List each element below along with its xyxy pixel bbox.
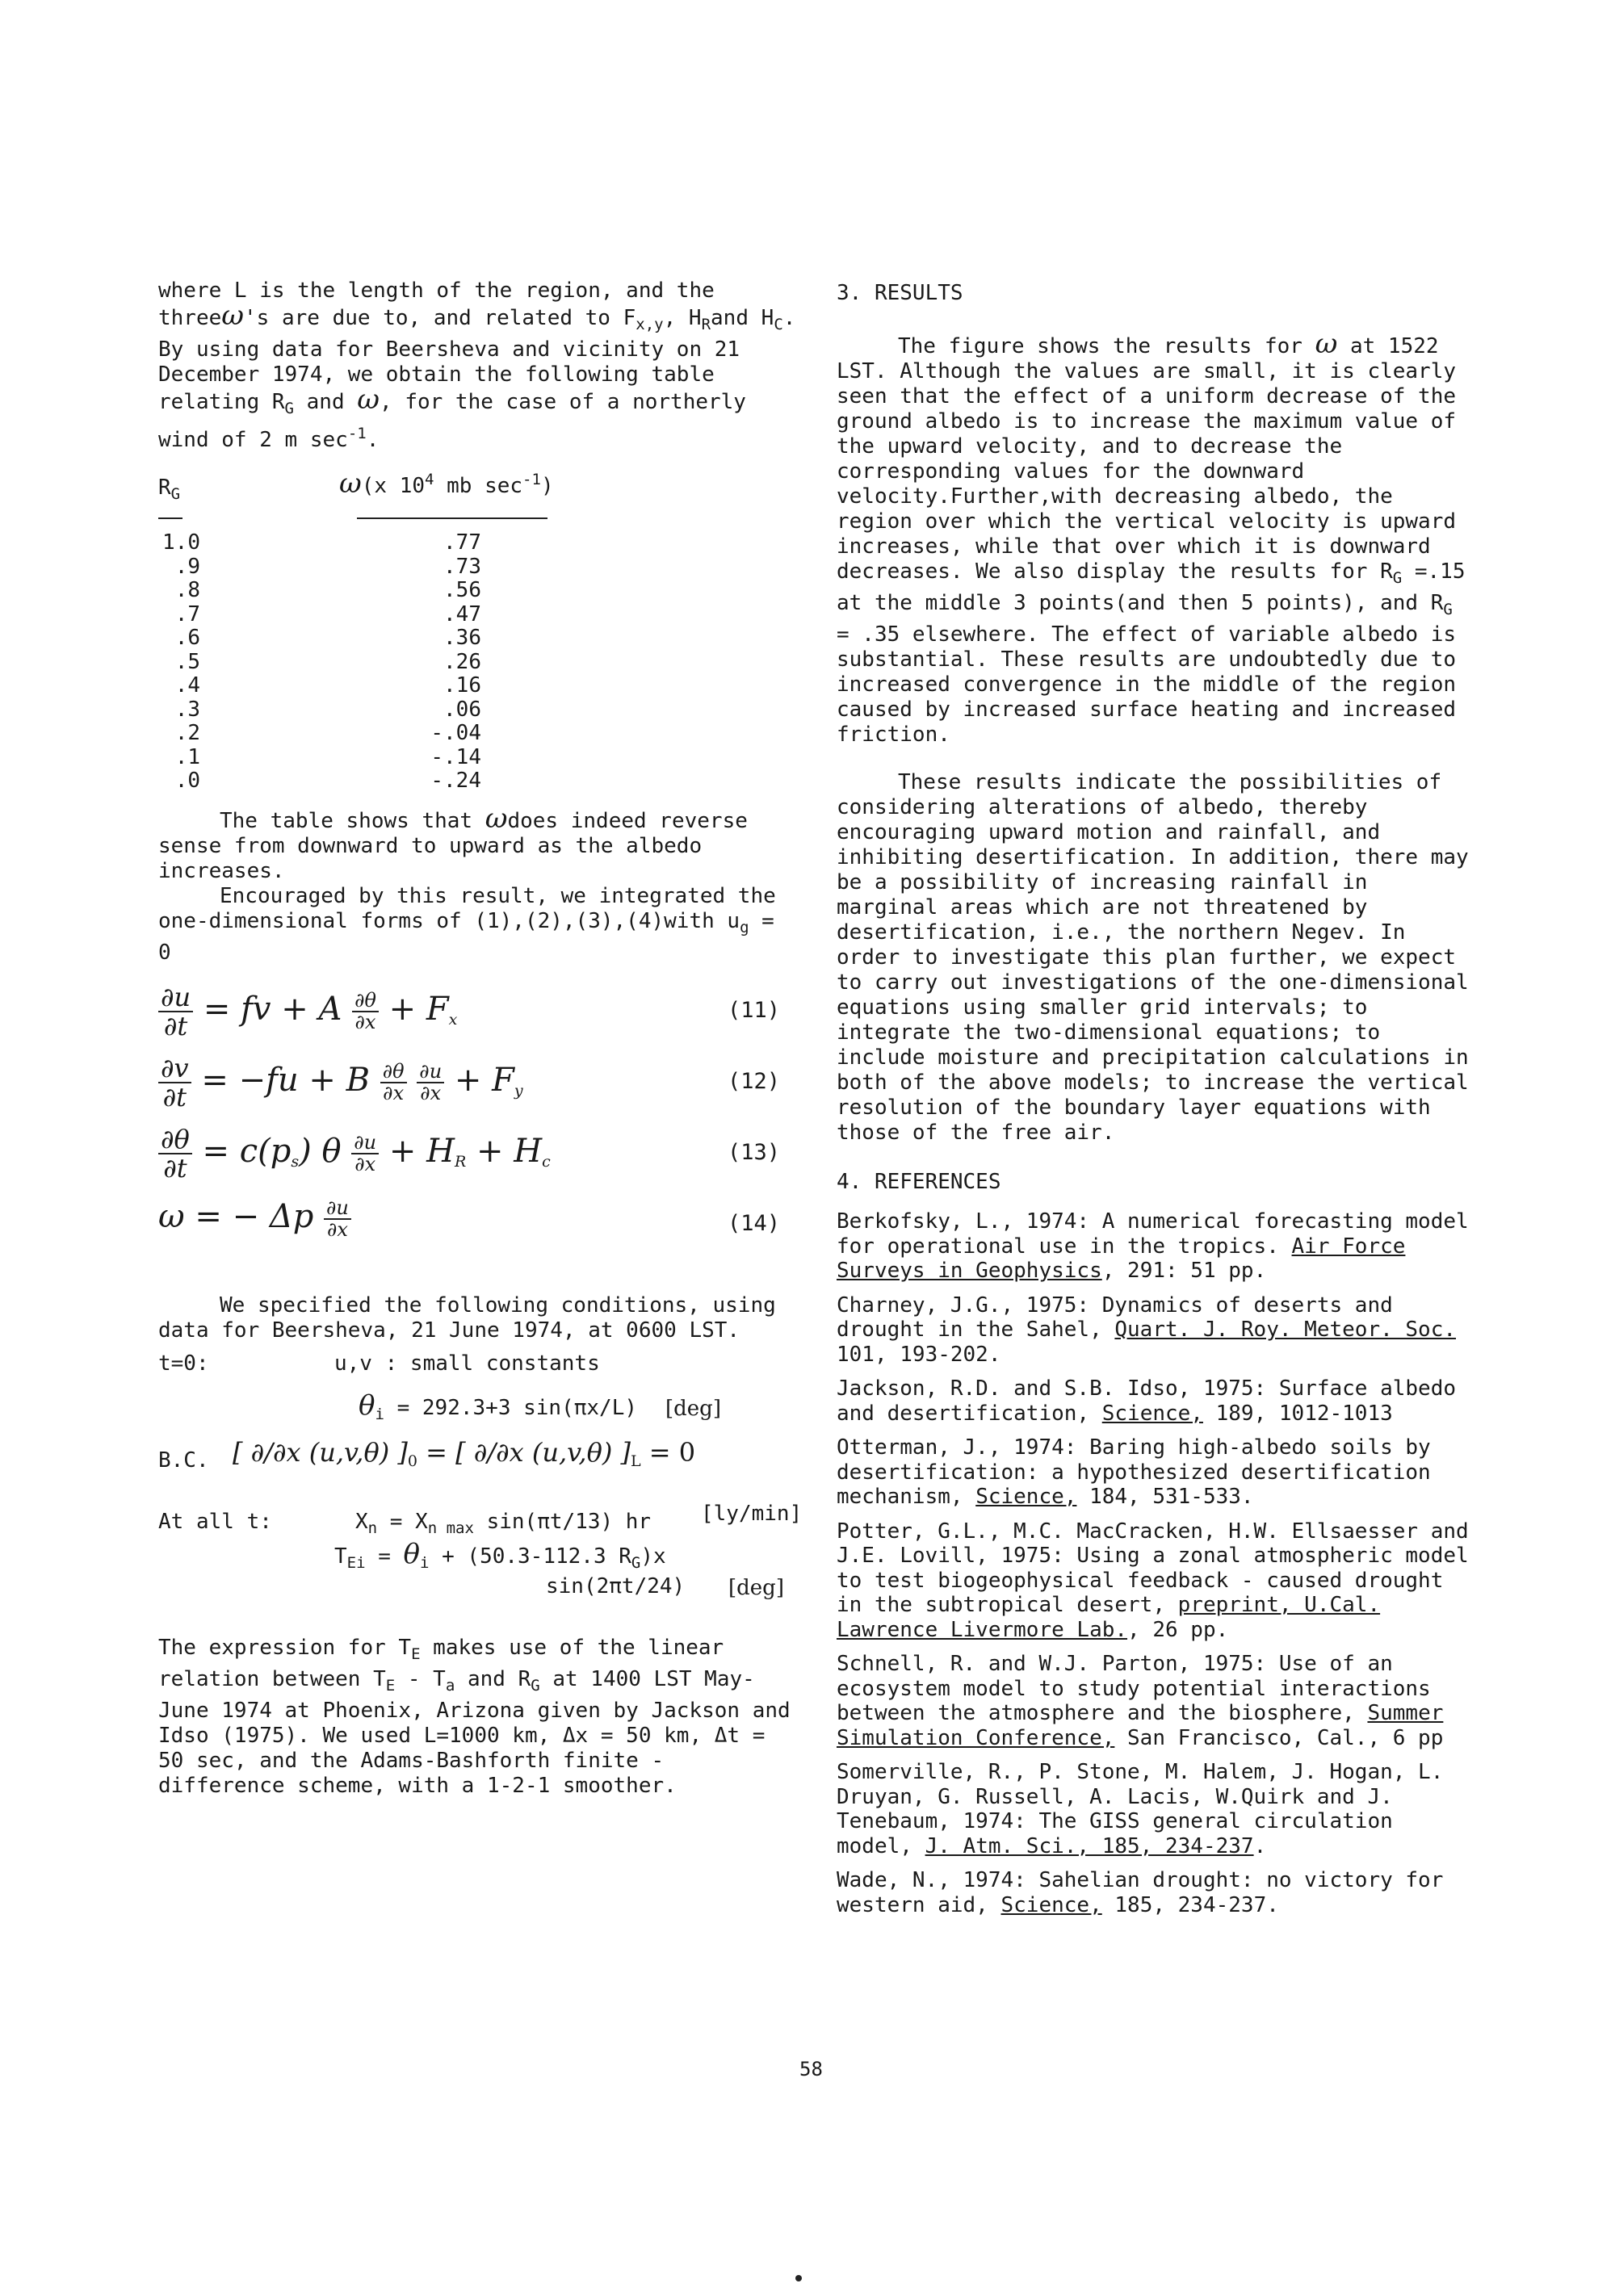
reference-text: , 26 pp. <box>1127 1617 1229 1642</box>
omega-value: .56 <box>443 578 481 602</box>
table-row <box>158 555 562 579</box>
equation-part: c <box>542 1153 551 1171</box>
equation-part: = − Δp <box>195 1198 314 1235</box>
rg-value: .7 <box>174 601 200 626</box>
reference-item <box>837 1652 1476 1750</box>
reference-text: . <box>1253 1833 1267 1858</box>
table-rule <box>357 517 547 519</box>
results-paragraph-2: These results indicate the possibilities of considering alterations of albedo, thereby encouraging upward motion and rainfall, and inhibiting desertification. In addition, there may be a possibility of increasing rainfall in marginal areas which are not threatened by desertification, i.e., the northern Negev. In order to investigate this plan further, we expect to carry out investigations of the one-dimensional equations using smaller grid intervals; to integrate the two-dimensional equations; to include moisture and precipitation calculations in both of the above models; to increase the vertical resolution of the boundary layer equations with those of the free air. <box>837 770 1469 1145</box>
table-row <box>158 650 562 674</box>
table-body <box>158 530 562 793</box>
reference-text: Otterman, J., 1974: Baring high-albedo soils by desertification: a hypothesized desertification mechanism, <box>837 1435 1431 1509</box>
reference-item <box>837 1868 1476 1917</box>
equation-part: = c(p <box>202 1133 292 1170</box>
scan-speck <box>795 2275 802 2281</box>
theta-units: [deg] <box>665 1397 721 1421</box>
table-row <box>158 602 562 626</box>
reference-source: Air Force Surveys in Geophysics <box>837 1234 1406 1283</box>
reference-text: 189, 1012-1013 <box>1202 1401 1393 1426</box>
radiation-units: [ly/min] <box>701 1502 803 1526</box>
right-column <box>837 281 1476 1927</box>
table-comment-paragraph: The table shows that ωdoes indeed reverse sense from downward to upward as the albedo increases. <box>158 802 748 883</box>
references-list <box>837 1209 1476 1917</box>
reference-item <box>837 1760 1476 1858</box>
omega-value: -.04 <box>430 721 481 745</box>
temperature-formula: $T_{Ei} = \theta_i + (50.3-112.3$ $R_G)x$ <box>334 1538 666 1572</box>
equation-part: y <box>514 1082 523 1100</box>
equation-number: (11) <box>727 998 780 1023</box>
reference-source: Summer Simulation Conference, <box>837 1701 1444 1750</box>
theta-initial: $\theta_i = 292.3+3$ sin(πx/L) <box>359 1389 638 1423</box>
bc-label: B.C. <box>158 1448 209 1473</box>
rg-value: .0 <box>174 769 200 793</box>
equation-part: + H <box>466 1133 543 1170</box>
reference-text: Potter, G.L., M.C. MacCracken, H.W. Ellsaesser and J.E. Lovill, 1975: Using a zonal atmospheric model to test biogeophysical feedback - caused drought in the subtropical desert, <box>837 1519 1469 1617</box>
fraction-denominator: ∂x <box>383 1082 405 1104</box>
reference-source: Science, <box>975 1485 1077 1509</box>
omega-value: .73 <box>443 554 481 579</box>
specified-paragraph: We specified the following conditions, using data for Beersheva, 21 June 1974, at 0600 LST. <box>158 1293 776 1343</box>
table-rule <box>158 517 182 519</box>
table-row <box>158 698 562 722</box>
reference-text: San Francisco, Cal., 6 pp <box>1114 1725 1444 1750</box>
table-row <box>158 626 562 650</box>
reference-text: 184, 531-533. <box>1076 1485 1254 1509</box>
fraction <box>158 1125 192 1182</box>
reference-text: 185, 234-237. <box>1101 1892 1279 1917</box>
rg-value: .1 <box>174 744 200 769</box>
reference-item <box>837 1376 1476 1426</box>
reference-text: Schnell, R. and W.J. Parton, 1975: Use of an ecosystem model to study potential interactions between the atmosphere and the biosphere, <box>837 1652 1431 1725</box>
equation-part: ) θ <box>299 1133 342 1170</box>
equation-number: (12) <box>727 1069 780 1094</box>
fraction-numerator: ∂u <box>158 983 193 1012</box>
equation-lhs: ω <box>158 1198 185 1235</box>
fraction-denominator: ∂x <box>354 1153 376 1175</box>
page-number: 58 <box>799 2058 823 2080</box>
fraction <box>158 1054 191 1111</box>
reference-item <box>837 1435 1476 1510</box>
reference-text: Jackson, R.D. and S.B. Idso, 1975: Surface albedo and desertification, <box>837 1376 1457 1426</box>
omega-value: .36 <box>443 626 481 650</box>
reference-source: Science, <box>1101 1401 1203 1426</box>
rg-value: .8 <box>174 578 200 602</box>
omega-value: .16 <box>443 673 481 698</box>
equations-block <box>158 977 796 1261</box>
reference-item <box>837 1519 1476 1643</box>
equation-part: + F <box>454 1062 514 1099</box>
omega-value: -.14 <box>430 744 481 769</box>
intro-paragraph: where L is the length of the region, and the threeω's are due to, and related to $F_{x,y}$, $H_Rand$ $H_C$. By using data for Beersheva and vicinity on 21 December 1974, we obtain the following table relating $R_G$ and ω, for the case of a northerly wind of 2 m $\sec^{-1}$. <box>158 279 796 452</box>
t0-label: t=0: <box>158 1351 209 1376</box>
equation <box>158 1190 796 1261</box>
fraction-numerator: ∂u <box>417 1062 444 1083</box>
equation-body <box>158 1196 351 1240</box>
reference-source: Science, <box>1000 1892 1102 1917</box>
reference-text: Berkofsky, L., 1974: A numerical forecasting model for operational use in the tropics. <box>837 1209 1469 1259</box>
rg-value: .4 <box>174 673 200 698</box>
omega-value: -.24 <box>430 769 481 793</box>
references-heading: 4. REFERENCES <box>837 1170 1001 1194</box>
reference-text: Somerville, R., P. Stone, M. Halem, J. Hogan, L. Druyan, G. Russell, A. Lacis, W.Quirk and J. Tenebaum, 1974: The GISS general circulation model, <box>837 1760 1444 1858</box>
rg-value: .9 <box>174 554 200 579</box>
fraction <box>352 991 379 1033</box>
temperature-units: [deg] <box>728 1576 784 1600</box>
fraction-denominator: ∂x <box>354 1011 376 1033</box>
equation <box>158 1119 796 1190</box>
equation-part: R <box>454 1153 467 1171</box>
omega-value: .26 <box>443 649 481 674</box>
table-header-rg: $R_G$ <box>158 476 181 503</box>
reference-text: Wade, N., 1974: Sahelian drought: no victory for western aid, <box>837 1868 1444 1917</box>
reference-text: 101, 193-202. <box>837 1342 1001 1367</box>
reference-text: , 291: 51 pp. <box>1101 1259 1267 1283</box>
equation-part: + H <box>388 1133 455 1170</box>
all-t-label: At all t: <box>158 1510 272 1534</box>
table-row <box>158 578 562 602</box>
reference-item <box>837 1293 1476 1368</box>
fraction-numerator: ∂θ <box>380 1062 407 1083</box>
albedo-omega-table <box>158 467 796 807</box>
omega-value: .77 <box>443 530 481 555</box>
fraction-numerator: ∂u <box>324 1198 351 1220</box>
equation-part: = fv + A <box>203 991 342 1028</box>
equation-part: + F <box>388 991 449 1028</box>
equation-body <box>158 983 457 1040</box>
table-row <box>158 745 562 769</box>
equation-number: (14) <box>727 1211 780 1236</box>
rg-value: 1.0 <box>162 530 200 555</box>
table-row <box>158 769 562 793</box>
fraction <box>380 1062 407 1104</box>
equation <box>158 977 796 1048</box>
fraction-denominator: ∂t <box>163 1153 187 1184</box>
fraction <box>158 983 193 1040</box>
fraction-numerator: ∂v <box>158 1054 191 1083</box>
rg-value: .2 <box>174 721 200 745</box>
rg-value: .6 <box>174 626 200 650</box>
equation-part: x <box>448 1011 458 1029</box>
equation-part: = −fu + B <box>201 1062 370 1099</box>
results-heading: 3. RESULTS <box>837 281 963 305</box>
fraction <box>351 1133 379 1175</box>
left-column <box>158 279 803 1799</box>
omega-value: .47 <box>443 601 481 626</box>
fraction-numerator: ∂θ <box>352 991 379 1012</box>
reference-item <box>837 1209 1476 1284</box>
equation <box>158 1048 796 1119</box>
omega-symbol: ω <box>221 300 245 332</box>
fraction-numerator: ∂u <box>351 1133 379 1154</box>
table-header-omega: ω(x $10^4$ mb $\sec^{-1}$) <box>339 467 554 500</box>
fraction <box>324 1198 351 1240</box>
fraction-denominator: ∂t <box>163 1011 188 1041</box>
table-row <box>158 673 562 698</box>
fraction-denominator: ∂x <box>420 1082 442 1104</box>
equation-body <box>158 1054 523 1111</box>
reference-source: preprint, U.Cal. Lawrence Livermore Lab. <box>837 1593 1381 1642</box>
reference-text: Charney, J.G., 1975: Dynamics of deserts and drought in the Sahel, <box>837 1293 1393 1342</box>
equation-body <box>158 1125 551 1182</box>
table-row <box>158 530 562 555</box>
fraction <box>417 1062 444 1104</box>
fraction-denominator: ∂x <box>326 1218 348 1241</box>
equation-part: s <box>291 1153 300 1171</box>
results-paragraph-1: The figure shows the results for ω at 1522 LST. Although the values are small, it is clearly seen that the effect of a uniform decrease of the ground albedo is to increase the maximum value of the upward velocity, and to decrease the corresponding values for the downward velocity.Further,with decreasing albedo, the region over which the vertical velocity is upward increases, while that over which it is downward decreases. We also display the results for $R_G =.15$ at the middle 3 points(and then 5 points), and $R_G = .35$ elsewhere. The effect of variable albedo is substantial. These results are undoubtedly due to increased convergence in the middle of the region caused by increased surface heating and increased friction. <box>837 328 1466 747</box>
fraction-numerator: ∂θ <box>158 1125 192 1154</box>
rg-value: .3 <box>174 697 200 722</box>
omega-value: .06 <box>443 697 481 722</box>
t0-text: u,v : small constants <box>334 1351 600 1376</box>
equation-number: (13) <box>727 1140 780 1165</box>
fraction-denominator: ∂t <box>162 1082 187 1112</box>
reference-source: Quart. J. Roy. Meteor. Soc. <box>1114 1318 1457 1342</box>
radiation-formula: $X_n = X_{n max}$ sin(πt/13) hr <box>355 1510 652 1537</box>
table-row <box>158 721 562 745</box>
encouraged-paragraph: Encouraged by this result, we integrated the one-dimensional forms of (1),(2),(3),(4)with $u_g = 0$ <box>158 884 776 965</box>
expression-paragraph: The expression for $T_E$ makes use of the linear relation between $T_E - T_a$ and $R_G$ at 1400 LST May-June 1974 at Phoenix, Arizona given by Jackson and Idso (1975). We used L=1000 km, Δx = 50 km, Δt = 50 sec, and the Adams-Bashforth finite - difference scheme, with a 1-2-1 smoother. <box>158 1636 791 1798</box>
temperature-sine: sin(2πt/24) <box>546 1574 686 1598</box>
rg-value: .5 <box>174 649 200 674</box>
bc-expression: [ ∂/∂x (u,v,θ) ]$_0$ = [ ∂/∂x (u,v,θ) ]$_L = 0$ <box>233 1437 696 1470</box>
reference-source: J. Atm. Sci., 185, 234-237 <box>925 1833 1254 1858</box>
conditions-block <box>158 1347 803 1686</box>
